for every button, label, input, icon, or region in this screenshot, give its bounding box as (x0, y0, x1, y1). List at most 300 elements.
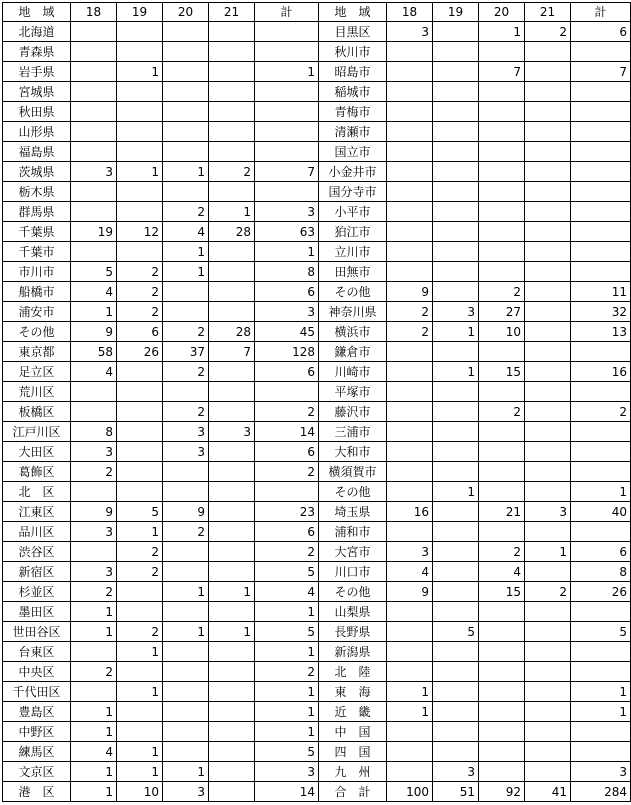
right-total-cell: 13 (571, 322, 631, 342)
right-y21-cell (525, 142, 571, 162)
right-y20-cell (479, 742, 525, 762)
left-y21-cell: 7 (209, 342, 255, 362)
left-y18-cell: 2 (71, 662, 117, 682)
right-total-cell: 1 (571, 702, 631, 722)
right-total-cell (571, 422, 631, 442)
left-y20-cell (163, 102, 209, 122)
left-y20-cell: 1 (163, 622, 209, 642)
left-y19-cell: 2 (117, 562, 163, 582)
left-area-cell: 渋谷区 (3, 542, 71, 562)
right-y21-cell (525, 302, 571, 322)
table-row (3, 542, 631, 562)
left-y19-cell: 2 (117, 262, 163, 282)
right-y21-cell (525, 442, 571, 462)
right-y18-cell: 100 (387, 782, 433, 802)
left-y21-cell (209, 762, 255, 782)
left-y20-cell (163, 382, 209, 402)
left-y18-cell: 8 (71, 422, 117, 442)
left-area-cell: 宮城県 (3, 82, 71, 102)
right-total-cell: 16 (571, 362, 631, 382)
right-y18-cell (387, 422, 433, 442)
right-total-cell: 284 (571, 782, 631, 802)
left-total-cell (255, 142, 319, 162)
right-total-cell (571, 342, 631, 362)
left-total-cell: 4 (255, 582, 319, 602)
left-total-cell: 1 (255, 722, 319, 742)
right-area-cell: 目黒区 (319, 22, 387, 42)
left-y18-cell (71, 382, 117, 402)
table-row (3, 402, 631, 422)
left-y20-cell (163, 742, 209, 762)
left-y18-cell: 4 (71, 282, 117, 302)
table-row (3, 602, 631, 622)
left-total-cell: 23 (255, 502, 319, 522)
table-row (3, 742, 631, 762)
left-y18-cell: 1 (71, 702, 117, 722)
left-total-cell: 1 (255, 62, 319, 82)
right-y21-cell (525, 682, 571, 702)
table-row (3, 182, 631, 202)
right-y20-cell (479, 242, 525, 262)
left-y19-cell (117, 702, 163, 722)
right-y21-cell: 41 (525, 782, 571, 802)
right-y20-cell (479, 342, 525, 362)
left-y20-cell (163, 62, 209, 82)
left-total-cell: 6 (255, 442, 319, 462)
left-total-cell: 6 (255, 282, 319, 302)
header-row (3, 3, 631, 22)
right-y18-cell (387, 342, 433, 362)
left-area-cell: 大田区 (3, 442, 71, 462)
table-row (3, 662, 631, 682)
right-y19-cell (433, 522, 479, 542)
left-y19-cell: 12 (117, 222, 163, 242)
right-y20-cell: 2 (479, 542, 525, 562)
left-total-cell (255, 382, 319, 402)
right-y20-cell (479, 662, 525, 682)
left-area-cell: 世田谷区 (3, 622, 71, 642)
table-body (3, 22, 631, 802)
header-area-left: 地 域 (3, 3, 71, 22)
right-y18-cell: 2 (387, 322, 433, 342)
table-row (3, 782, 631, 802)
left-y20-cell (163, 662, 209, 682)
left-area-cell: 新宿区 (3, 562, 71, 582)
left-area-cell: 福島県 (3, 142, 71, 162)
right-y18-cell (387, 102, 433, 122)
right-total-cell (571, 722, 631, 742)
right-total-cell (571, 462, 631, 482)
left-y18-cell: 4 (71, 362, 117, 382)
table-row (3, 202, 631, 222)
right-total-cell (571, 642, 631, 662)
right-total-cell: 1 (571, 482, 631, 502)
right-area-cell: 新潟県 (319, 642, 387, 662)
left-y19-cell (117, 442, 163, 462)
left-y20-cell (163, 82, 209, 102)
right-y21-cell (525, 42, 571, 62)
left-y19-cell: 2 (117, 542, 163, 562)
right-y20-cell: 27 (479, 302, 525, 322)
left-y20-cell: 1 (163, 242, 209, 262)
right-y19-cell: 1 (433, 362, 479, 382)
left-total-cell: 7 (255, 162, 319, 182)
left-y19-cell (117, 242, 163, 262)
table-row (3, 162, 631, 182)
left-y18-cell (71, 82, 117, 102)
table-row (3, 482, 631, 502)
right-y18-cell (387, 62, 433, 82)
table-row (3, 682, 631, 702)
left-area-cell: 青森県 (3, 42, 71, 62)
right-y18-cell (387, 82, 433, 102)
left-y19-cell (117, 22, 163, 42)
left-y18-cell (71, 142, 117, 162)
left-y21-cell (209, 42, 255, 62)
left-y21-cell (209, 742, 255, 762)
left-total-cell: 2 (255, 462, 319, 482)
left-area-cell: 千代田区 (3, 682, 71, 702)
right-total-cell: 5 (571, 622, 631, 642)
right-y20-cell (479, 762, 525, 782)
right-y21-cell (525, 482, 571, 502)
right-y21-cell (525, 522, 571, 542)
left-y20-cell (163, 542, 209, 562)
left-y20-cell (163, 122, 209, 142)
left-y19-cell (117, 722, 163, 742)
left-total-cell: 2 (255, 662, 319, 682)
left-y19-cell: 1 (117, 642, 163, 662)
left-y21-cell (209, 522, 255, 542)
left-y21-cell (209, 562, 255, 582)
right-area-cell: 稲城市 (319, 82, 387, 102)
table-row (3, 762, 631, 782)
left-y21-cell (209, 642, 255, 662)
left-y20-cell: 2 (163, 202, 209, 222)
left-total-cell (255, 22, 319, 42)
right-y19-cell (433, 442, 479, 462)
right-y18-cell: 9 (387, 582, 433, 602)
left-y21-cell: 2 (209, 162, 255, 182)
left-y19-cell (117, 582, 163, 602)
left-y21-cell (209, 542, 255, 562)
table-row (3, 82, 631, 102)
left-y19-cell (117, 602, 163, 622)
left-y18-cell (71, 62, 117, 82)
right-area-cell: その他 (319, 282, 387, 302)
right-y18-cell (387, 462, 433, 482)
right-y20-cell: 15 (479, 362, 525, 382)
right-y21-cell (525, 282, 571, 302)
left-area-cell: 群馬県 (3, 202, 71, 222)
left-y21-cell (209, 182, 255, 202)
right-y18-cell (387, 742, 433, 762)
left-y21-cell (209, 122, 255, 142)
left-y21-cell (209, 142, 255, 162)
right-y19-cell (433, 282, 479, 302)
left-y18-cell: 1 (71, 762, 117, 782)
right-y20-cell (479, 462, 525, 482)
right-area-cell: 長野県 (319, 622, 387, 642)
right-y18-cell (387, 642, 433, 662)
left-y21-cell (209, 682, 255, 702)
right-total-cell: 7 (571, 62, 631, 82)
left-y21-cell (209, 462, 255, 482)
left-area-cell: 港 区 (3, 782, 71, 802)
right-y21-cell (525, 102, 571, 122)
left-y19-cell: 2 (117, 302, 163, 322)
table-row (3, 622, 631, 642)
right-total-cell: 2 (571, 402, 631, 422)
table-row (3, 322, 631, 342)
header-year-21-left: 21 (209, 3, 255, 22)
right-y20-cell: 4 (479, 562, 525, 582)
left-area-cell: その他 (3, 322, 71, 342)
left-area-cell: 杉並区 (3, 582, 71, 602)
right-total-cell: 6 (571, 542, 631, 562)
right-y19-cell: 1 (433, 482, 479, 502)
table-row (3, 422, 631, 442)
left-total-cell: 5 (255, 742, 319, 762)
left-area-cell: 山形県 (3, 122, 71, 142)
left-y19-cell (117, 202, 163, 222)
right-y21-cell: 2 (525, 582, 571, 602)
right-y19-cell (433, 402, 479, 422)
left-y18-cell (71, 402, 117, 422)
left-y19-cell (117, 462, 163, 482)
right-y19-cell (433, 102, 479, 122)
left-y19-cell: 1 (117, 522, 163, 542)
right-total-cell (571, 442, 631, 462)
right-area-cell: 大宮市 (319, 542, 387, 562)
left-y19-cell: 1 (117, 62, 163, 82)
right-y19-cell (433, 122, 479, 142)
right-area-cell: 横浜市 (319, 322, 387, 342)
right-area-cell: 小平市 (319, 202, 387, 222)
right-y18-cell: 3 (387, 542, 433, 562)
right-y19-cell (433, 642, 479, 662)
table-row (3, 462, 631, 482)
right-area-cell: 鎌倉市 (319, 342, 387, 362)
right-y19-cell: 5 (433, 622, 479, 642)
right-y20-cell: 2 (479, 402, 525, 422)
right-y21-cell (525, 242, 571, 262)
right-y21-cell (525, 182, 571, 202)
left-y19-cell: 1 (117, 682, 163, 702)
left-area-cell: 秋田県 (3, 102, 71, 122)
left-y20-cell: 2 (163, 402, 209, 422)
right-area-cell: その他 (319, 582, 387, 602)
left-y21-cell (209, 82, 255, 102)
right-total-cell (571, 262, 631, 282)
left-total-cell (255, 482, 319, 502)
right-area-cell: 近 畿 (319, 702, 387, 722)
left-y20-cell: 3 (163, 442, 209, 462)
right-total-cell: 11 (571, 282, 631, 302)
table-row (3, 282, 631, 302)
right-y19-cell (433, 222, 479, 242)
left-area-cell: 練馬区 (3, 742, 71, 762)
left-area-cell: 江東区 (3, 502, 71, 522)
right-area-cell: 国立市 (319, 142, 387, 162)
right-y19-cell (433, 262, 479, 282)
left-area-cell: 豊島区 (3, 702, 71, 722)
left-y19-cell (117, 82, 163, 102)
header-year-19-left: 19 (117, 3, 163, 22)
left-area-cell: 茨城県 (3, 162, 71, 182)
right-y19-cell (433, 82, 479, 102)
right-area-cell: 中 国 (319, 722, 387, 742)
right-total-cell (571, 242, 631, 262)
right-total-cell (571, 202, 631, 222)
table-row (3, 702, 631, 722)
right-y21-cell (525, 562, 571, 582)
right-y20-cell (479, 182, 525, 202)
right-y18-cell (387, 122, 433, 142)
left-total-cell: 6 (255, 362, 319, 382)
left-area-cell: 岩手県 (3, 62, 71, 82)
left-area-cell: 北 区 (3, 482, 71, 502)
right-y20-cell (479, 382, 525, 402)
left-y21-cell: 28 (209, 322, 255, 342)
table-row (3, 442, 631, 462)
left-y19-cell: 1 (117, 162, 163, 182)
right-y21-cell (525, 322, 571, 342)
left-y21-cell: 1 (209, 582, 255, 602)
right-y18-cell (387, 722, 433, 742)
right-area-cell: 小金井市 (319, 162, 387, 182)
left-y18-cell (71, 122, 117, 142)
right-y20-cell (479, 162, 525, 182)
left-y18-cell: 1 (71, 302, 117, 322)
right-y20-cell (479, 702, 525, 722)
right-y21-cell: 2 (525, 22, 571, 42)
left-y18-cell: 9 (71, 502, 117, 522)
right-area-cell: 藤沢市 (319, 402, 387, 422)
right-total-cell (571, 42, 631, 62)
right-y21-cell (525, 222, 571, 242)
right-total-cell (571, 742, 631, 762)
right-area-cell: 川崎市 (319, 362, 387, 382)
right-area-cell: その他 (319, 482, 387, 502)
left-total-cell: 14 (255, 422, 319, 442)
left-y20-cell: 1 (163, 162, 209, 182)
right-y18-cell (387, 442, 433, 462)
left-y20-cell: 37 (163, 342, 209, 362)
left-total-cell: 1 (255, 242, 319, 262)
table-row (3, 502, 631, 522)
left-y20-cell (163, 482, 209, 502)
table-row (3, 102, 631, 122)
left-area-cell: 中央区 (3, 662, 71, 682)
left-y20-cell (163, 42, 209, 62)
right-y21-cell (525, 362, 571, 382)
right-y20-cell (479, 262, 525, 282)
right-area-cell: 四 国 (319, 742, 387, 762)
header-area-right: 地 域 (319, 3, 387, 22)
left-y19-cell (117, 422, 163, 442)
left-y21-cell (209, 262, 255, 282)
left-area-cell: 足立区 (3, 362, 71, 382)
right-y18-cell (387, 142, 433, 162)
left-area-cell: 台東区 (3, 642, 71, 662)
right-total-cell (571, 522, 631, 542)
right-y21-cell (525, 722, 571, 742)
right-area-cell: 大和市 (319, 442, 387, 462)
right-y18-cell (387, 402, 433, 422)
right-y18-cell: 4 (387, 562, 433, 582)
right-y20-cell (479, 422, 525, 442)
right-y20-cell (479, 622, 525, 642)
left-y20-cell (163, 462, 209, 482)
left-y21-cell (209, 662, 255, 682)
header-total-left: 計 (255, 3, 319, 22)
right-area-cell: 秋川市 (319, 42, 387, 62)
right-area-cell: 立川市 (319, 242, 387, 262)
right-y19-cell (433, 42, 479, 62)
left-y18-cell (71, 642, 117, 662)
left-y18-cell: 3 (71, 522, 117, 542)
left-y21-cell (209, 722, 255, 742)
left-y20-cell (163, 722, 209, 742)
left-y19-cell (117, 382, 163, 402)
table-row (3, 262, 631, 282)
right-y19-cell (433, 682, 479, 702)
right-y20-cell (479, 82, 525, 102)
left-y20-cell (163, 182, 209, 202)
left-y21-cell (209, 62, 255, 82)
right-area-cell: 昭島市 (319, 62, 387, 82)
right-y19-cell (433, 742, 479, 762)
right-y18-cell: 16 (387, 502, 433, 522)
left-area-cell: 北海道 (3, 22, 71, 42)
right-total-cell: 8 (571, 562, 631, 582)
right-y19-cell (433, 342, 479, 362)
left-y20-cell: 2 (163, 362, 209, 382)
right-y20-cell (479, 202, 525, 222)
right-y20-cell (479, 42, 525, 62)
right-y21-cell (525, 422, 571, 442)
right-y19-cell (433, 662, 479, 682)
left-total-cell: 1 (255, 602, 319, 622)
right-y21-cell (525, 762, 571, 782)
left-y21-cell (209, 362, 255, 382)
left-y21-cell (209, 502, 255, 522)
left-total-cell: 2 (255, 402, 319, 422)
left-area-cell: 墨田区 (3, 602, 71, 622)
left-y20-cell: 1 (163, 582, 209, 602)
table-row (3, 242, 631, 262)
left-total-cell: 5 (255, 622, 319, 642)
right-y20-cell: 2 (479, 282, 525, 302)
left-total-cell (255, 182, 319, 202)
header-year-18-right: 18 (387, 3, 433, 22)
left-y18-cell: 1 (71, 782, 117, 802)
left-y18-cell (71, 42, 117, 62)
left-y18-cell (71, 22, 117, 42)
right-y21-cell (525, 602, 571, 622)
right-y21-cell (525, 402, 571, 422)
left-area-cell: 中野区 (3, 722, 71, 742)
right-y18-cell (387, 162, 433, 182)
left-y18-cell (71, 202, 117, 222)
left-y18-cell: 1 (71, 622, 117, 642)
table-row (3, 142, 631, 162)
right-y21-cell (525, 382, 571, 402)
table-row (3, 22, 631, 42)
right-area-cell: 田無市 (319, 262, 387, 282)
left-y21-cell: 28 (209, 222, 255, 242)
